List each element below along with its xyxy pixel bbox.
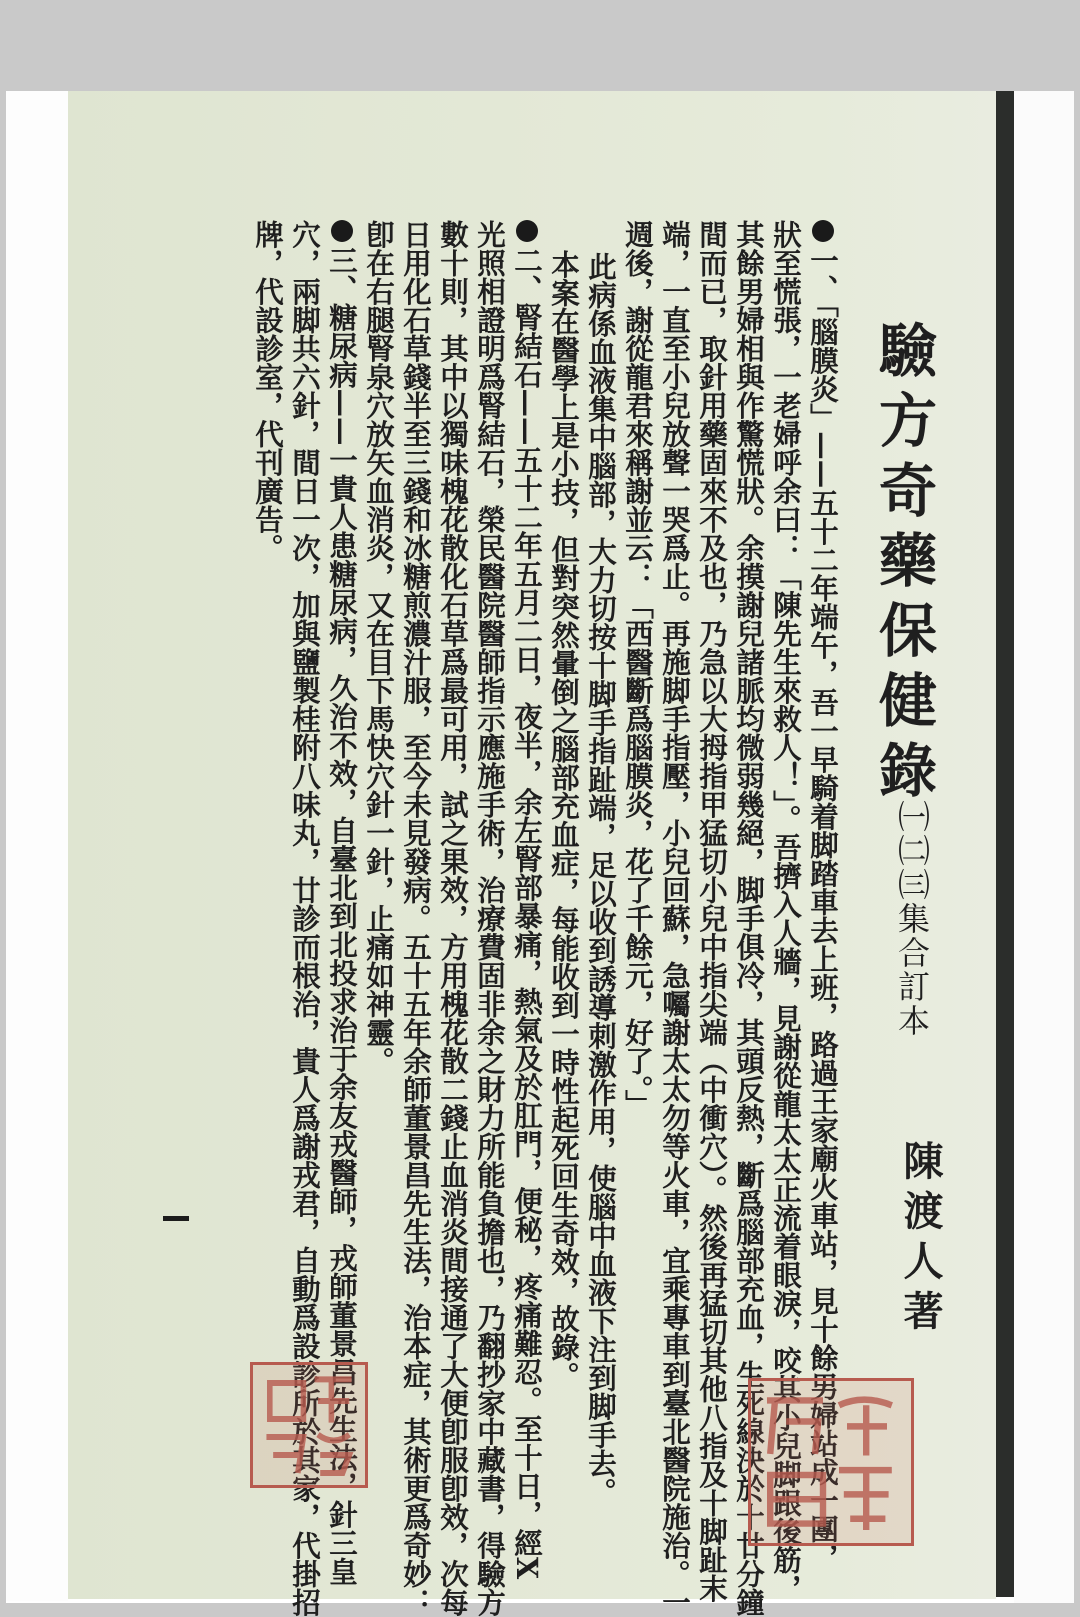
text-column-3: 其餘男婦相與作驚慌狀。余摸謝兒諸脈均微弱幾絕，脚手俱冷，其頭反熱，斷爲腦部充血，生死線決於十廿分鐘 bbox=[732, 220, 766, 1617]
text-column-15: 穴，兩脚共六針，間日一次，加與鹽製桂附八味丸，廿診而根治，貴人爲謝戎君，自動爲設診所於其家，代掛招 bbox=[288, 220, 322, 1617]
book-title: 驗方奇藥保健錄 bbox=[869, 320, 937, 810]
text-column-14: 三、糖尿病——一貴人患糖尿病，久治不效，自臺北到北投求治于余友戎醫師，戎師董景昌先生法，針三皇 bbox=[322, 220, 362, 1586]
text-column-9: 二、腎結石——五十二年五月二日，夜半，余左腎部暴痛，熱氣及於肛門，便秘，疼痛難忍。至十日，經X bbox=[507, 220, 547, 1579]
text-column-11: 數十則，其中以獨味槐花散化石草爲最可用，試之果效，方用槐花散二錢止血消炎間接通了大便卽服卽效，次每 bbox=[436, 220, 470, 1617]
text-column-7: 此病係血液集中腦部，大力切按十脚手指趾端，足以收到誘導刺激作用，使腦中血液下注到脚手去。 bbox=[584, 252, 618, 1506]
text-column-12: 日用化石草錢半至三錢和冰糖煎濃汁服，至今未見發病。五十五年余師董景昌先生法，治本症，其術更爲奇妙： bbox=[399, 220, 433, 1617]
seal-stamp-left bbox=[250, 1362, 368, 1488]
text-column-13: 卽在右腿腎泉穴放矢血消炎，又在目下馬快穴針一針，止痛如神靈。 bbox=[362, 220, 396, 1075]
book-author: 陳渡人著 bbox=[897, 1140, 944, 1340]
book-subtitle: ㈠㈡㈢集合訂本 bbox=[893, 800, 931, 1038]
text-column-16: 牌，代設診室，代刊廣告。 bbox=[251, 220, 285, 562]
page-number-mark bbox=[163, 1216, 189, 1221]
section-bullet-icon bbox=[331, 220, 353, 242]
text-column-5: 端，一直至小兒放聲一哭爲止。再施脚手指壓，小兒回蘇，急囑謝太太勿等火車，宜乘專車到臺北醫院施治。一 bbox=[658, 220, 692, 1617]
text-column-8: 本案在醫學上是小技，但對突然暈倒之腦部充血症，每能收到一時性起死回生奇效，故錄。 bbox=[547, 250, 581, 1390]
section-bullet-icon bbox=[516, 220, 538, 242]
section-bullet-icon bbox=[812, 220, 834, 242]
text-column-2: 狀至慌張，一老婦呼余曰：「陳先生來救人！」。吾擠入人牆，見謝從龍太太正流着眼淚，咬其小兒脚跟後筋， bbox=[769, 220, 803, 1603]
book-spine bbox=[996, 91, 1014, 1597]
seal-stamp-right bbox=[748, 1378, 914, 1546]
text-column-1: 一、「腦膜炎」——五十二年端午，吾一早騎着脚踏車去上班，路過王家廟火車站，見十餘男婦站成一團， bbox=[803, 220, 843, 1571]
scan-margin-left bbox=[6, 91, 68, 1601]
text-column-4: 間而已，取針用藥固來不及也，乃急以大拇指甲猛切小兒中指尖端（中衝穴）。然後再猛切其他八指及十脚趾末 bbox=[695, 220, 729, 1603]
text-column-10: 光照相證明爲腎結石，榮民醫院醫師指示應施手術，治療費固非余之財力所能負擔也，乃翻抄家中藏書，得驗方 bbox=[473, 220, 507, 1617]
scan-margin-right bbox=[1014, 91, 1074, 1603]
top-band bbox=[0, 0, 1080, 91]
text-column-6: 週後，謝從龍君來稱謝並云：「西醫斷爲腦膜炎，花了千餘元，好了。」 bbox=[621, 220, 655, 1118]
